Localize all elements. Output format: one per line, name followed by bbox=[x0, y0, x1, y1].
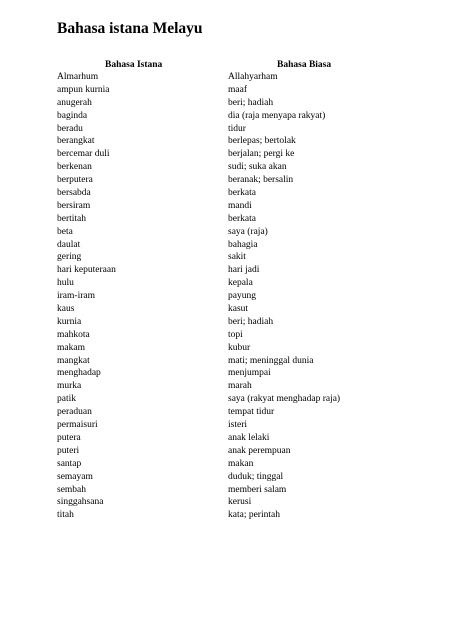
biasa-term: menjumpai bbox=[228, 368, 271, 379]
table-row bbox=[57, 148, 437, 161]
istana-term: puteri bbox=[57, 445, 80, 456]
istana-term: titah bbox=[57, 510, 74, 521]
biasa-term: kepala bbox=[228, 278, 253, 289]
istana-term: kurnia bbox=[57, 316, 82, 327]
biasa-term: berjalan; pergi ke bbox=[228, 149, 295, 160]
column-header-istana: Bahasa Istana bbox=[105, 60, 163, 70]
table-row bbox=[57, 264, 437, 277]
istana-term: kaus bbox=[57, 304, 75, 315]
istana-term: iram-iram bbox=[57, 291, 95, 302]
biasa-term: sakit bbox=[228, 252, 246, 263]
table-row bbox=[57, 135, 437, 148]
biasa-term: tempat tidur bbox=[228, 407, 275, 418]
biasa-term: berlepas; bertolak bbox=[228, 136, 296, 147]
table-row bbox=[57, 239, 437, 252]
istana-term: bertitah bbox=[57, 213, 87, 224]
istana-term: anugerah bbox=[57, 97, 92, 108]
biasa-term: marah bbox=[228, 381, 252, 392]
biasa-term: berkata bbox=[228, 188, 256, 199]
biasa-term: hari jadi bbox=[228, 265, 260, 276]
biasa-term: payung bbox=[228, 291, 256, 302]
table-row bbox=[57, 380, 437, 393]
istana-term: mangkat bbox=[57, 355, 90, 366]
biasa-term: Allahyarham bbox=[228, 72, 278, 82]
table-row bbox=[57, 355, 437, 368]
biasa-term: mandi bbox=[228, 200, 252, 211]
istana-term: patik bbox=[57, 394, 76, 405]
column-header-biasa: Bahasa Biasa bbox=[277, 60, 332, 70]
istana-term: baginda bbox=[57, 110, 88, 121]
istana-term: Almarhum bbox=[57, 72, 99, 82]
istana-term: berangkat bbox=[57, 136, 95, 147]
table-row bbox=[57, 97, 437, 110]
istana-term: hari keputeraan bbox=[57, 265, 116, 276]
table-row bbox=[57, 393, 437, 406]
biasa-term: anak perempuan bbox=[228, 445, 291, 456]
table-row bbox=[57, 471, 437, 484]
istana-term: semayam bbox=[57, 471, 93, 482]
table-row bbox=[57, 303, 437, 316]
table-row bbox=[57, 84, 437, 97]
table-row bbox=[57, 71, 437, 84]
biasa-term: topi bbox=[228, 329, 243, 340]
istana-term: hulu bbox=[57, 278, 74, 289]
biasa-term: isteri bbox=[228, 420, 247, 431]
table-row bbox=[57, 161, 437, 174]
istana-term: menghadap bbox=[57, 368, 101, 379]
biasa-term: kata; perintah bbox=[228, 510, 280, 521]
istana-term: bersabda bbox=[57, 188, 91, 199]
table-row bbox=[57, 226, 437, 239]
table-row bbox=[57, 316, 437, 329]
table-row bbox=[57, 496, 437, 509]
biasa-term: berkata bbox=[228, 213, 256, 224]
istana-term: peraduan bbox=[57, 407, 92, 418]
istana-term: berkenan bbox=[57, 162, 92, 173]
istana-term: sembah bbox=[57, 484, 87, 495]
table-row bbox=[57, 200, 437, 213]
biasa-term: duduk; tinggal bbox=[228, 471, 284, 482]
table-row bbox=[57, 419, 437, 432]
table-row bbox=[57, 509, 437, 522]
table-row bbox=[57, 110, 437, 123]
biasa-term: dia (raja menyapa rakyat) bbox=[228, 110, 326, 121]
istana-term: bersiram bbox=[57, 200, 91, 211]
table-row bbox=[57, 484, 437, 497]
istana-term: makam bbox=[57, 342, 85, 353]
biasa-term: memberi salam bbox=[228, 484, 287, 495]
istana-term: beta bbox=[57, 226, 73, 237]
table-row bbox=[57, 187, 437, 200]
table-row bbox=[57, 367, 437, 380]
istana-term: mahkota bbox=[57, 329, 90, 340]
biasa-term: beri; hadiah bbox=[228, 316, 274, 327]
table-row bbox=[57, 251, 437, 264]
istana-term: berputera bbox=[57, 175, 93, 186]
biasa-term: makan bbox=[228, 458, 254, 469]
table-row bbox=[57, 329, 437, 342]
table-row bbox=[57, 174, 437, 187]
biasa-term: anak lelaki bbox=[228, 432, 270, 443]
istana-term: singgahsana bbox=[57, 497, 104, 508]
biasa-term: kubur bbox=[228, 342, 251, 353]
table-row bbox=[57, 277, 437, 290]
biasa-term: sudi; suka akan bbox=[228, 162, 287, 173]
istana-term: permaisuri bbox=[57, 420, 98, 431]
table-row bbox=[57, 290, 437, 303]
biasa-term: kasut bbox=[228, 304, 249, 315]
page-title: Bahasa istana Melayu bbox=[57, 20, 203, 37]
istana-term: bercemar duli bbox=[57, 149, 110, 160]
istana-term: daulat bbox=[57, 239, 81, 250]
istana-term: putera bbox=[57, 432, 81, 443]
biasa-term: saya (raja) bbox=[228, 226, 268, 237]
word-table bbox=[57, 71, 437, 522]
table-row bbox=[57, 445, 437, 458]
biasa-term: maaf bbox=[228, 84, 247, 95]
istana-term: santap bbox=[57, 458, 82, 469]
table-row bbox=[57, 213, 437, 226]
biasa-term: mati; meninggal dunia bbox=[228, 355, 314, 366]
table-row bbox=[57, 432, 437, 445]
biasa-term: saya (rakyat menghadap raja) bbox=[228, 394, 341, 405]
biasa-term: kerusi bbox=[228, 497, 252, 508]
biasa-term: tidur bbox=[228, 123, 246, 134]
istana-term: murka bbox=[57, 381, 82, 392]
table-row bbox=[57, 123, 437, 136]
biasa-term: beri; hadiah bbox=[228, 97, 274, 108]
biasa-term: beranak; bersalin bbox=[228, 175, 294, 186]
istana-term: gering bbox=[57, 252, 82, 263]
istana-term: beradu bbox=[57, 123, 83, 134]
biasa-term: bahagia bbox=[228, 239, 258, 250]
table-row bbox=[57, 458, 437, 471]
istana-term: ampun kurnia bbox=[57, 84, 110, 95]
table-row bbox=[57, 342, 437, 355]
table-row bbox=[57, 406, 437, 419]
